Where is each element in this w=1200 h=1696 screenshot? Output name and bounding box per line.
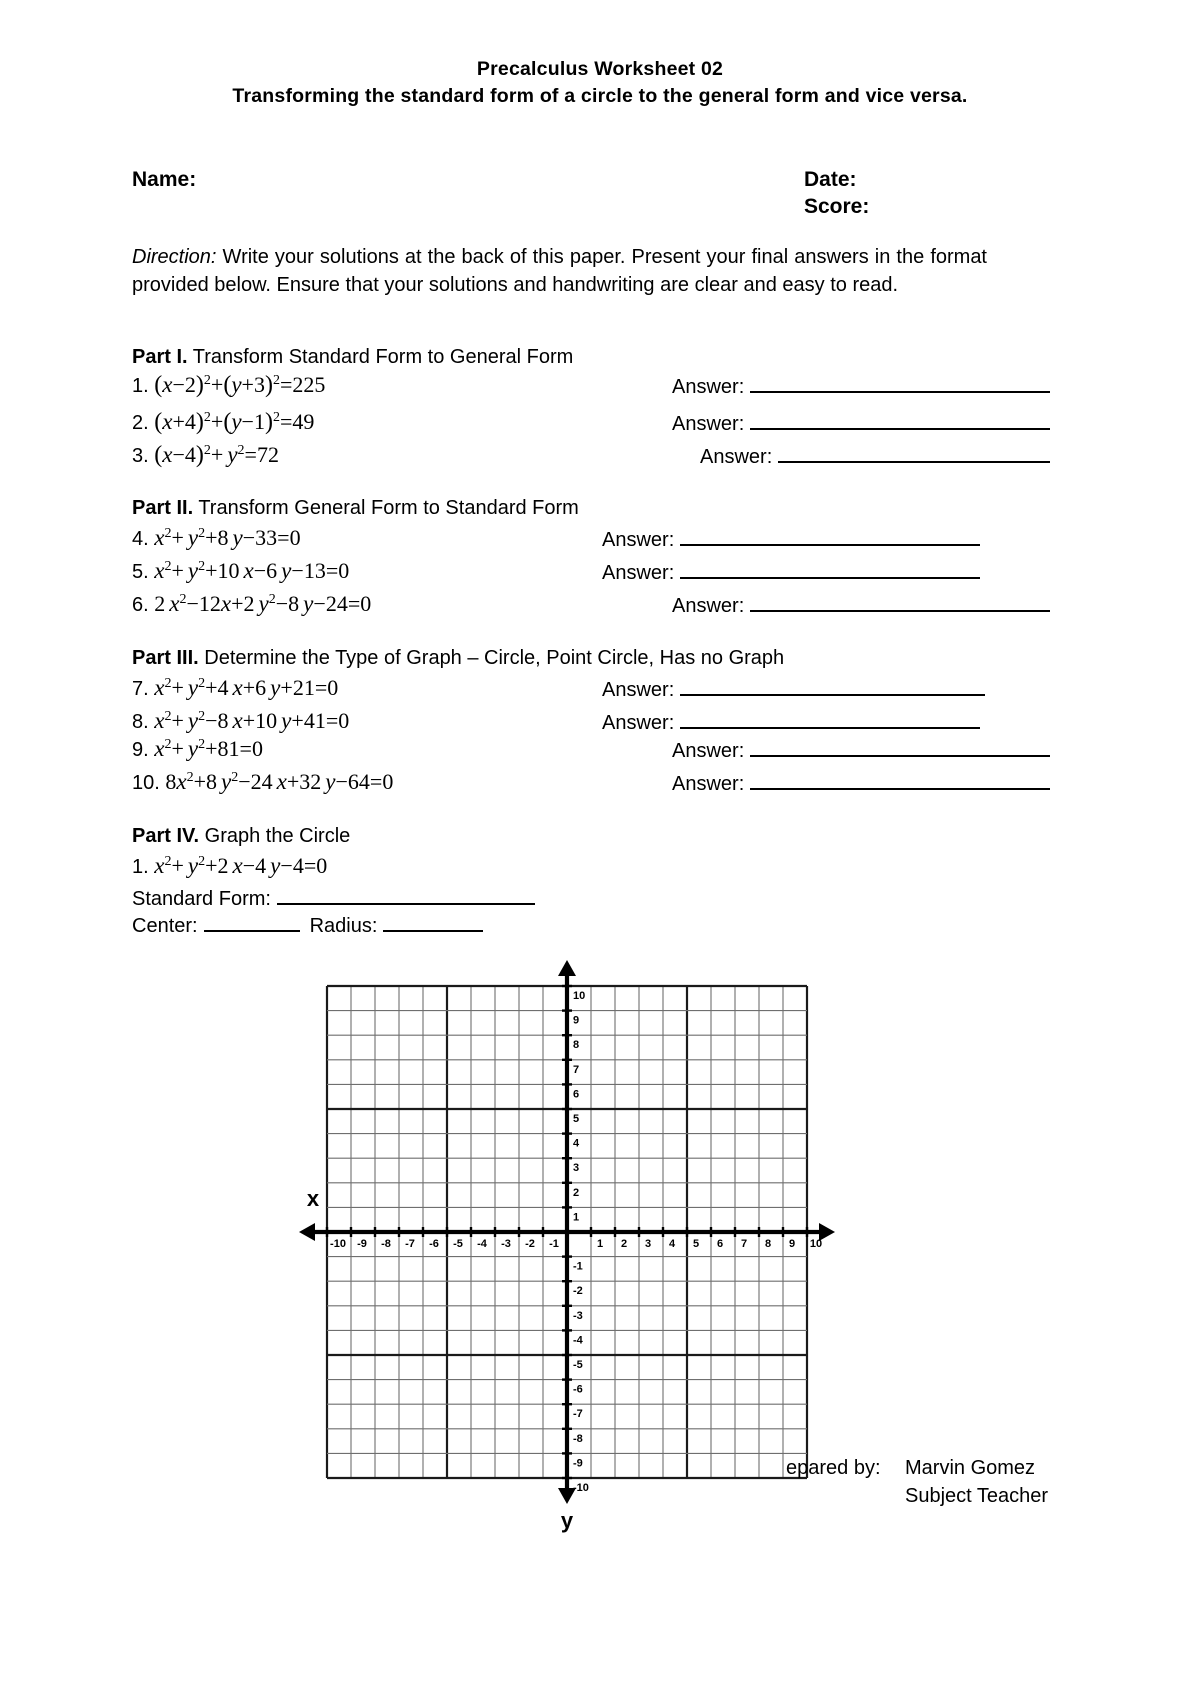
y-tick-label: 4 (573, 1137, 580, 1150)
answer-write-line[interactable] (750, 596, 1050, 612)
answer-label: Answer: (602, 529, 675, 551)
problem-equation: $8x^2+8$ $y^2-24$ x+32 y−64=0 (165, 769, 394, 794)
y-tick-label: 9 (573, 1014, 580, 1027)
answer-write-line[interactable] (778, 447, 1050, 463)
y-tick-label: 3 (573, 1162, 580, 1175)
problem-item (132, 409, 314, 436)
x-tick-label: 6 (716, 1238, 724, 1250)
y-tick-label: -9 (573, 1457, 583, 1470)
direction-text: Write your solutions at the back of this paper. Present your final answers in the format provided below. Ensure that your solutions and handwriting are clear and easy to read. (132, 246, 987, 296)
x-tick-label: -9 (357, 1238, 367, 1250)
x-tick-label: -4 (477, 1238, 487, 1250)
problem-equation: $x^2+ y^2+4$ x+6 y+21=0 (154, 675, 339, 700)
date-field-label: Date: (804, 168, 857, 191)
teacher-name: Marvin Gomez (905, 1457, 1036, 1479)
problem-item (132, 558, 349, 584)
y-tick-label: 2 (573, 1186, 580, 1199)
y-tick-label: -2 (573, 1285, 583, 1298)
x-tick-label: -5 (453, 1238, 463, 1250)
center-label: Center: (132, 915, 198, 937)
problem-number: 8. (132, 711, 155, 733)
section-heading-part-2 (132, 497, 579, 520)
x-tick-label: -10 (330, 1238, 346, 1250)
section-label: Part I. (132, 346, 188, 368)
problem-item (132, 525, 301, 551)
center-radius-blanks[interactable] (132, 915, 483, 938)
standard-form-label: Standard Form: (132, 888, 271, 910)
answer-blank[interactable] (672, 773, 1050, 796)
problem-item (132, 675, 338, 701)
answer-write-line[interactable] (750, 774, 1050, 790)
answer-blank[interactable] (672, 376, 1050, 399)
answer-label: Answer: (672, 595, 745, 617)
answer-write-line[interactable] (680, 713, 980, 729)
section-title: Transform Standard Form to General Form (187, 346, 574, 368)
x-tick-label: 10 (809, 1238, 823, 1250)
title-line-1: Precalculus Worksheet 02 (476, 58, 724, 80)
title-line-2: Transforming the standard form of a circle to the general form and vice versa. (232, 85, 968, 107)
problem-equation: $(x-2)^2+(y+3)^2=225$ (154, 372, 326, 398)
section-title: Determine the Type of Graph – Circle, Point Circle, Has no Graph (198, 647, 785, 669)
answer-blank[interactable] (602, 529, 980, 552)
x-tick-label: 4 (668, 1238, 676, 1250)
teacher-role: Subject Teacher (905, 1485, 1049, 1507)
y-tick-label: -8 (573, 1432, 583, 1445)
y-tick-label: -1 (573, 1260, 583, 1273)
standard-form-write-line[interactable] (277, 889, 535, 905)
y-tick-label: -6 (573, 1383, 583, 1396)
answer-blank[interactable] (672, 740, 1050, 763)
section-heading-part-3 (132, 647, 784, 670)
answer-label: Answer: (700, 446, 773, 468)
y-tick-label: -7 (573, 1408, 583, 1421)
problem-number: 6. (132, 594, 155, 616)
problem-number: 2. (132, 412, 155, 434)
y-tick-label: 7 (573, 1063, 580, 1076)
y-tick-label: 10 (573, 990, 586, 1002)
problem-number: 5. (132, 561, 155, 583)
direction-lead: Direction: (132, 246, 217, 268)
x-tick-label: 3 (644, 1238, 652, 1250)
problem-equation: $(x-4)^2+ y^2=72$ (154, 442, 279, 468)
answer-label: Answer: (602, 712, 675, 734)
x-tick-label: 7 (740, 1238, 748, 1250)
x-tick-label: -2 (525, 1238, 535, 1250)
score-field-label: Score: (804, 195, 870, 218)
answer-label: Answer: (602, 679, 675, 701)
problem-number: 7. (132, 678, 155, 700)
y-tick-label: 1 (573, 1211, 580, 1224)
problem-equation: 2 $x^2-12x+2$ $y^2-8$ y−24=0 (154, 591, 372, 616)
section-label: Part IV. (132, 825, 200, 847)
x-tick-label: -3 (501, 1238, 511, 1250)
radius-write-line[interactable] (383, 916, 483, 932)
answer-label: Answer: (672, 376, 745, 398)
x-axis-arrow-left (299, 1223, 315, 1241)
problem-number: 10. (132, 772, 166, 794)
x-tick-label: -8 (381, 1238, 391, 1250)
problem-item (132, 708, 349, 734)
answer-label: Answer: (602, 562, 675, 584)
problem-number: 4. (132, 528, 155, 550)
center-write-line[interactable] (204, 916, 300, 932)
x-tick-label: 1 (596, 1238, 604, 1250)
y-tick-label: 6 (573, 1088, 580, 1101)
problem-equation: $x^2+ y^2+2$ x−4 y−4=0 (154, 853, 328, 878)
page-title (130, 56, 1070, 110)
y-axis-arrow-up (558, 960, 576, 976)
problem-number: 3. (132, 445, 155, 467)
x-tick-label: -1 (549, 1238, 559, 1250)
coordinate-plane-svg (306, 986, 823, 1533)
x-tick-label: -6 (429, 1238, 439, 1250)
problem-equation: $(x+4)^2+(y-1)^2=49$ (154, 409, 315, 435)
x-tick-label: -7 (405, 1238, 415, 1250)
section-title: Graph the Circle (199, 825, 351, 847)
x-tick-label: 8 (764, 1238, 772, 1250)
y-tick-label: -5 (573, 1359, 583, 1371)
problem-equation: $x^2+ y^2+81=0$ (154, 736, 263, 761)
problem-number: 1. (132, 375, 155, 397)
answer-write-line[interactable] (680, 680, 985, 696)
problem-number: 1. (132, 856, 155, 878)
y-tick-label: -10 (573, 1482, 589, 1494)
y-tick-label: -4 (573, 1334, 583, 1347)
y-tick-label: 8 (573, 1039, 580, 1052)
problem-item (132, 769, 393, 795)
answer-write-line[interactable] (680, 563, 980, 579)
problem-item (132, 591, 371, 617)
y-axis-label: y (560, 1508, 574, 1533)
radius-label: Radius: (309, 915, 378, 937)
answer-blank[interactable] (602, 562, 980, 585)
standard-form-blank[interactable] (132, 888, 535, 911)
x-axis-label: x (306, 1186, 320, 1211)
section-title: Transform General Form to Standard Form (193, 497, 579, 519)
answer-label: Answer: (672, 740, 745, 762)
answer-blank[interactable] (602, 712, 980, 735)
answer-blank[interactable] (700, 446, 1050, 469)
problem-number: 9. (132, 739, 155, 761)
answer-blank[interactable] (672, 595, 1050, 618)
answer-write-line[interactable] (750, 414, 1050, 430)
section-label: Part II. (132, 497, 194, 519)
section-heading-part-4 (132, 825, 350, 848)
x-tick-label: 5 (692, 1238, 700, 1250)
answer-write-line[interactable] (680, 530, 980, 546)
answer-write-line[interactable] (750, 741, 1050, 757)
answer-blank[interactable] (602, 679, 985, 702)
y-tick-label: 5 (573, 1113, 580, 1125)
y-tick-label: -3 (573, 1309, 583, 1322)
problem-equation: $x^2+ y^2+10$ x−6 y−13=0 (154, 558, 350, 583)
problem-item (132, 853, 327, 879)
problem-item (132, 736, 263, 762)
prepared-by-label: epared by: (786, 1457, 881, 1479)
section-heading-part-1 (132, 346, 573, 369)
name-field-label: Name: (132, 168, 197, 191)
direction-paragraph (132, 243, 987, 299)
coordinate-grid-graph (306, 986, 823, 1533)
answer-write-line[interactable] (750, 377, 1050, 393)
problem-item (132, 442, 279, 469)
problem-item (132, 372, 325, 399)
problem-equation: $x^2+ y^2-8$ x+10 y+41=0 (154, 708, 350, 733)
answer-blank[interactable] (672, 413, 1050, 436)
answer-label: Answer: (672, 773, 745, 795)
section-label: Part III. (132, 647, 199, 669)
problem-equation: $x^2+ y^2+8$ y−33=0 (154, 525, 301, 550)
x-tick-label: 2 (620, 1238, 628, 1250)
x-tick-label: 9 (788, 1238, 796, 1250)
answer-label: Answer: (672, 413, 745, 435)
